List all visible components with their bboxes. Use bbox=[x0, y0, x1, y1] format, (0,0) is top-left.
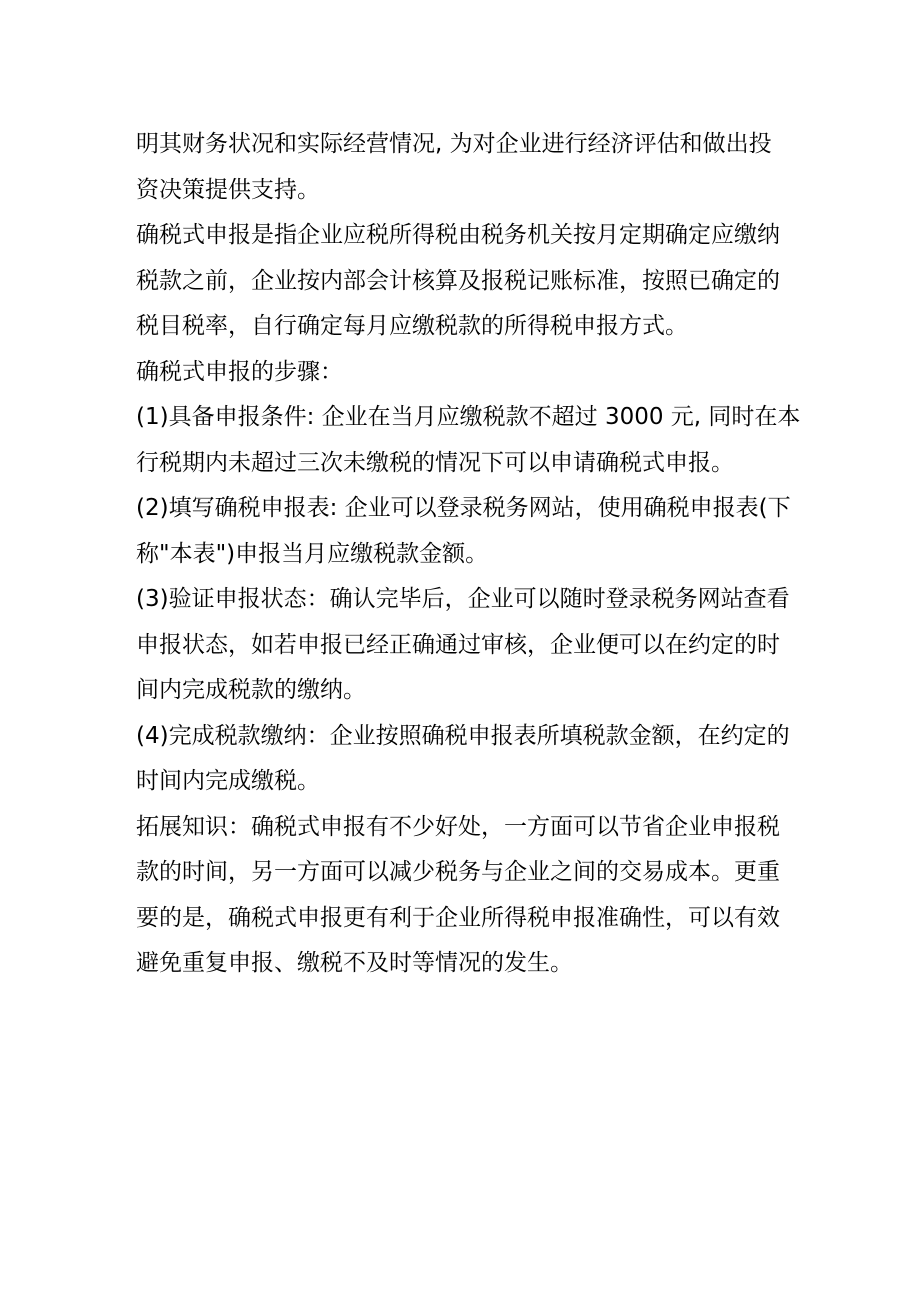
paragraph-steps-heading bbox=[136, 350, 796, 396]
text-line: (4)完成税款缴纳：企业按照确税申报表所填税款金额，在约定的 bbox=[136, 722, 790, 749]
paragraph-extended-knowledge bbox=[136, 805, 796, 987]
text-line: 行税期内未超过三次未缴税的情况下可以申请确税式申报。 bbox=[136, 449, 734, 476]
paragraph-intro-continuation bbox=[136, 122, 796, 213]
paragraph-definition bbox=[136, 213, 796, 350]
document-body bbox=[136, 122, 801, 987]
text-line: 税款之前，企业按内部会计核算及报税记账标准，按照已确定的 bbox=[136, 267, 780, 294]
text-line: 确税式申报是指企业应税所得税由税务机关按月定期确定应缴纳 bbox=[136, 222, 780, 248]
text-line: 款的时间，另一方面可以减少税务与企业之间的交易成本。更重 bbox=[136, 859, 780, 885]
paragraph-step-3 bbox=[136, 577, 796, 714]
paragraph-step-4 bbox=[136, 714, 796, 805]
text-line: 税目税率，自行确定每月应缴税款的所得税申报方式。 bbox=[136, 313, 688, 339]
text-line: 明其财务状况和实际经营情况, 为对企业进行经济评估和做出投 bbox=[136, 131, 772, 157]
text-line: 间内完成税款的缴纳。 bbox=[136, 677, 366, 703]
text-line: 时间内完成缴税。 bbox=[136, 768, 320, 794]
text-line: (2)填写确税申报表: 企业可以登录税务网站，使用确税申报表(下 bbox=[136, 495, 791, 521]
paragraph-step-1 bbox=[136, 395, 801, 486]
text-line: (1)具备申报条件: 企业在当月应缴税款不超过 3000 元, 同时在本 bbox=[136, 404, 801, 430]
text-line: 避免重复申报、缴税不及时等情况的发生。 bbox=[136, 950, 573, 976]
text-line: 确税式申报的步骤： bbox=[136, 358, 343, 385]
text-line: (3)验证申报状态：确认完毕后，企业可以随时登录税务网站查看 bbox=[136, 586, 790, 612]
text-line: 称"本表")申报当月应缴税款金额。 bbox=[136, 540, 489, 567]
paragraph-step-2 bbox=[136, 486, 796, 577]
text-line: 资决策提供支持。 bbox=[136, 176, 320, 203]
text-line: 申报状态，如若申报已经正确通过审核，企业便可以在约定的时 bbox=[136, 631, 780, 658]
text-line: 拓展知识：确税式申报有不少好处，一方面可以节省企业申报税 bbox=[136, 813, 780, 840]
text-line: 要的是，确税式申报更有利于企业所得税申报准确性，可以有效 bbox=[136, 904, 780, 931]
